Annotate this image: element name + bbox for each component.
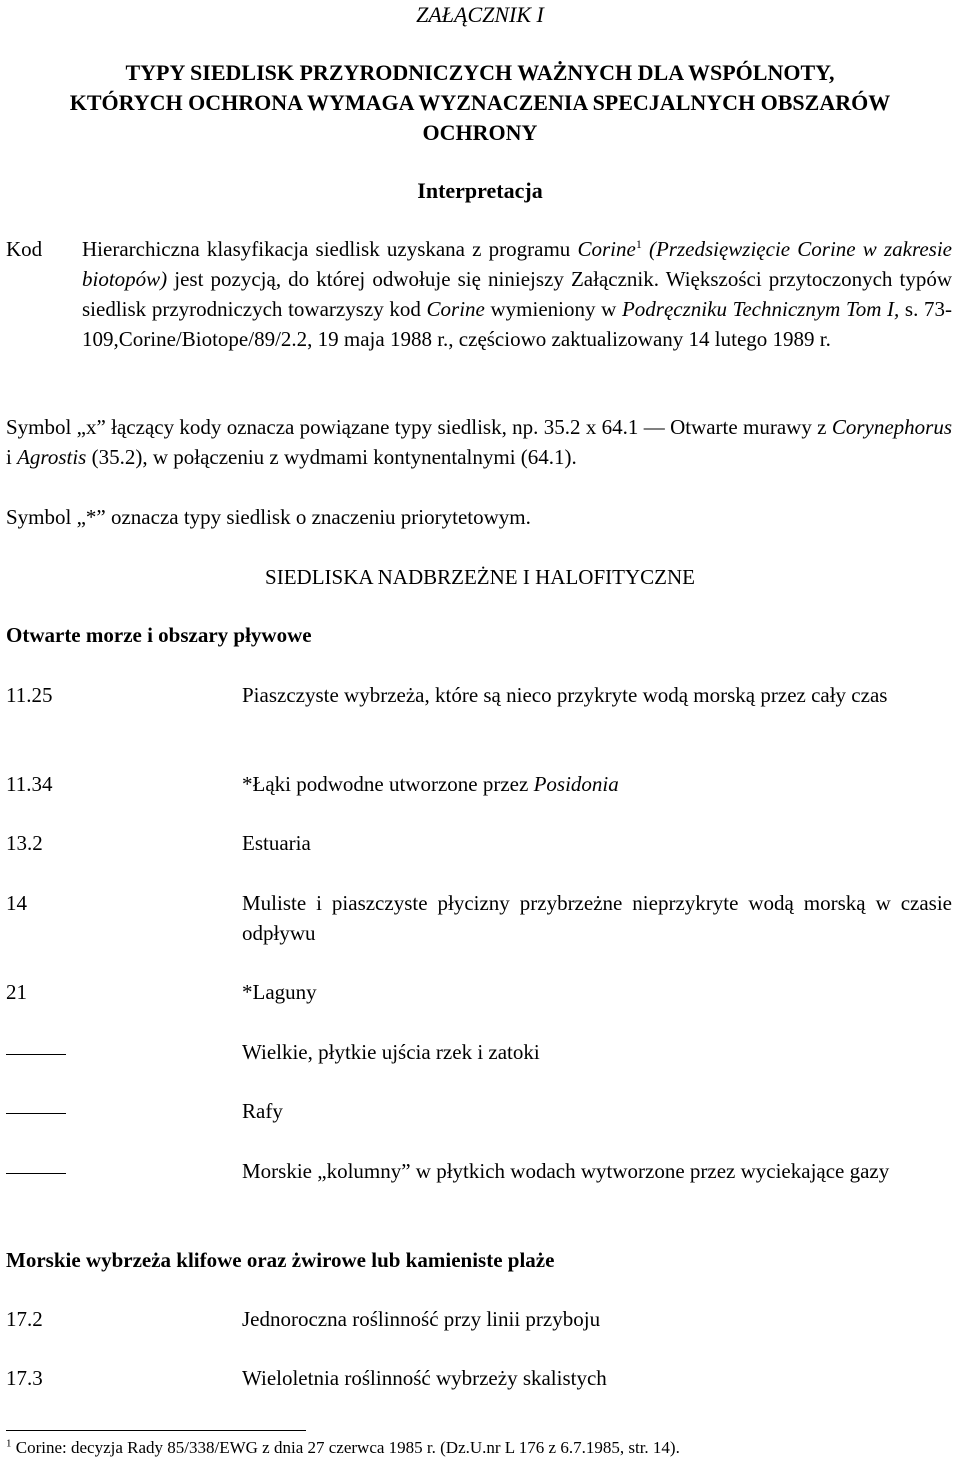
habitat-code: 11.25 [6,683,53,707]
habitat-description: Wieloletnia roślinność wybrzeży skalistych [242,1366,607,1390]
dash-rule [6,1113,66,1114]
species-agrostis: Agrostis [17,445,87,469]
main-title-line-2: KTÓRYCH OCHRONA WYMAGA WYZNACZENIA SPECJALNYCH OBSZARÓW [69,90,891,115]
habitat-code: 13.2 [6,831,43,855]
habitat-description: Rafy [242,1099,283,1123]
symbol-star-paragraph: Symbol „*” oznacza typy siedlisk o znaczeniu priorytetowym. [6,505,531,529]
habitat-description: Morskie „kolumny” w płytkich wodach wytworzone przez wyciekające gazy [242,1159,890,1183]
footnote-mark: 1 [6,1437,12,1450]
habitat-code: 21 [6,980,27,1004]
symbol-x-text-2: i [6,445,18,469]
main-title-line-3: OCHRONY [422,120,538,145]
main-title [0,58,960,148]
kod-project-italic: (Przedsięwzięcie Corine w zakresie biotopów) [82,237,952,291]
main-title-line-1: TYPY SIEDLISK PRZYRODNICZYCH WAŻNYCH DLA WSPÓLNOTY, [125,60,835,85]
habitat-code-dash [6,1156,226,1186]
footnote [6,1436,952,1460]
habitat-description-text: *Łąki podwodne utworzone przez [242,772,534,796]
dash-rule [6,1054,66,1055]
kod-text-2: jest pozycją, do której odwołuje się niniejszy Załącznik. Większości przytoczonych typów siedlisk przyrodniczych towarzyszy kod [82,267,952,321]
symbol-x-text-1: Symbol „x” łączący kody oznacza powiązane typy siedlisk, np. 35.2 x 64.1 — Otwarte murawy z [6,415,832,439]
habitat-description: Muliste i piaszczyste płycizny przybrzeżne nieprzykryte wodą morską w czasie odpływu [242,891,952,945]
habitat-description: Jednoroczna roślinność przy linii przyboju [242,1307,601,1331]
habitat-description [242,769,952,799]
habitat-code: 11.34 [6,772,53,796]
habitat-description: Estuaria [242,831,311,855]
kod-text-1: Hierarchiczna klasyfikacja siedlisk uzyskana z programu [82,237,578,261]
species-corynephorus: Corynephorus [831,415,952,439]
kod-manual-italic: Podręczniku Technicznym Tom I, [621,297,900,321]
footnote-divider [6,1430,306,1431]
habitat-description: *Laguny [242,980,317,1004]
footnote-ref-1[interactable]: 1 [635,237,642,251]
habitat-description: Piaszczyste wybrzeża, które są nieco przykryte wodą morską przez cały czas [242,683,888,707]
habitat-code-dash [6,1096,226,1126]
habitat-code: 14 [6,891,27,915]
dash-rule [6,1173,66,1174]
species-posidonia: Posidonia [533,772,619,796]
footnote-text: Corine: decyzja Rady 85/338/EWG z dnia 27 czerwca 1985 r. (Dz.U.nr L 176 z 6.7.1985, str. 14). [11,1438,680,1457]
interpretation-heading: Interpretacja [417,178,543,203]
symbol-x-paragraph [6,412,952,472]
kod-label: Kod [6,237,43,261]
habitat-description: Wielkie, płytkie ujścia rzek i zatoki [242,1040,540,1064]
group-heading-cliffs: Morskie wybrzeża klifowe oraz żwirowe lub kamieniste plaże [6,1248,555,1272]
habitat-code: 17.2 [6,1307,43,1331]
group-heading-open-sea: Otwarte morze i obszary pływowe [6,623,312,647]
habitat-code: 17.3 [6,1366,43,1390]
kod-text-4: s. 73-109,Corine/Biotope/89/2.2, 19 maja 1988 r., częściowo zaktualizowany 14 lutego 1989 r. [82,297,953,351]
section-heading: SIEDLISKA NADBRZEŻNE I HALOFITYCZNE [265,565,695,589]
habitat-code-dash [6,1037,226,1067]
kod-corine-italic: Corine [577,237,636,261]
kod-paragraph [82,234,952,354]
annex-title: ZAŁĄCZNIK I [416,2,544,27]
kod-text-3: wymieniony w [484,297,622,321]
symbol-x-text-3: (35.2), w połączeniu z wydmami kontynentalnymi (64.1). [86,445,577,469]
kod-corine-italic-2: Corine [426,297,485,321]
